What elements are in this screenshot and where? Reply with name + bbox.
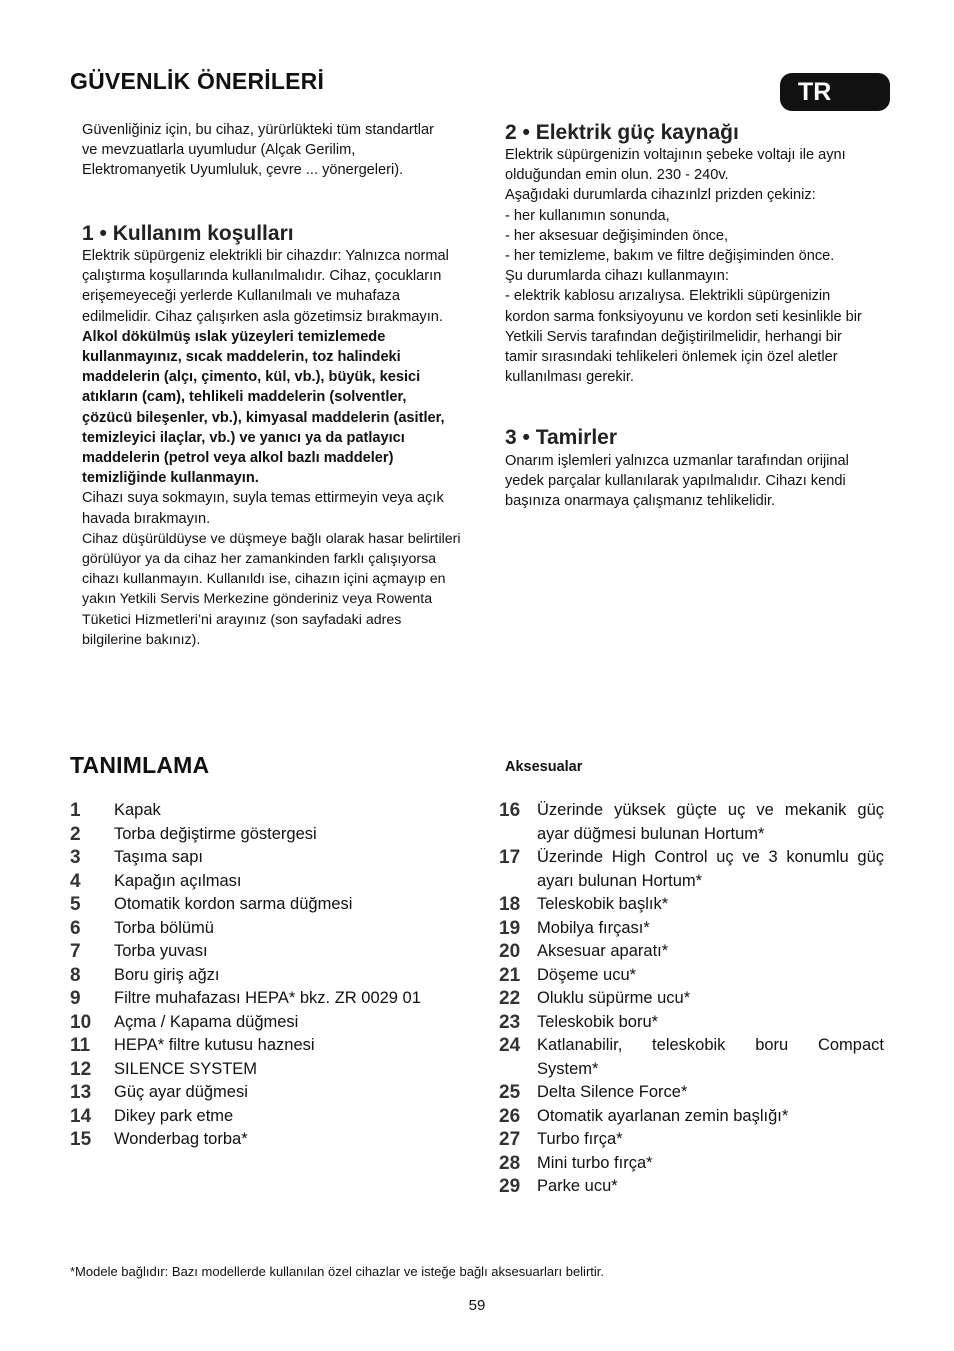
item-label-continued: System* [537, 1059, 599, 1078]
item-label: Döşeme ucu* [537, 965, 637, 984]
item-number: 15 [70, 1129, 92, 1150]
list-item [499, 987, 884, 1011]
item-label: Otomatik ayarlanan zemin başlığı* [537, 1106, 789, 1125]
list-item [499, 1105, 884, 1129]
list-item [499, 1175, 884, 1199]
item-label-continued: ayarı bulunan Hortum* [537, 871, 703, 890]
item-label: Kapak [114, 801, 161, 819]
item-number: 24 [499, 1035, 521, 1056]
list-item [499, 893, 884, 917]
list-item [499, 1152, 884, 1176]
list-item [70, 1034, 470, 1058]
item-number: 8 [70, 964, 81, 986]
item-number: 26 [499, 1105, 521, 1127]
item-number: 25 [499, 1082, 521, 1103]
item-label: Parke ucu* [537, 1177, 618, 1195]
subsection-title-usage: 1 • Kullanım koşulları [82, 222, 294, 245]
section-title-safety: GÜVENLİK ÖNERİLERİ [70, 68, 325, 94]
item-label: Wonderbag torba* [114, 1130, 248, 1148]
item-number: 11 [70, 1035, 91, 1056]
item-label: Güç ayar düğmesi [114, 1083, 248, 1101]
page-number: 59 [468, 1297, 486, 1314]
item-label: SILENCE SYSTEM [114, 1059, 258, 1078]
footnote: *Modele bağlıdır: Bazı modellerde kullanılan özel cihazlar ve isteğe bağlı aksesuarları belirtir. [70, 1264, 605, 1279]
item-number: 18 [499, 894, 521, 915]
item-number: 22 [499, 988, 521, 1009]
item-label: Teleskobik boru* [537, 1012, 659, 1031]
section-title-description: TANIMLAMA [70, 752, 210, 778]
list-item [70, 987, 470, 1011]
item-label: Torba bölümü [114, 918, 214, 937]
list-item [499, 846, 884, 893]
usage-paragraph: Elektrik süpürgeniz elektrikli bir cihazdır: Yalnızca normal çalıştırma koşullarında kullanılmalıdır. Cihaz, çocukların erişemeyeceği yerlerde Kullanılmalı ve muhafaza edilmelidir. Cihaz çalışırken asla gözetimsiz bırakmayın. [82, 248, 449, 325]
item-label-continued: ayar düğmesi bulunan Hortum* [537, 824, 765, 843]
list-item [70, 823, 470, 847]
item-label: Oluklu süpürme ucu* [537, 989, 691, 1007]
item-number: 19 [499, 917, 521, 939]
list-item [499, 917, 884, 941]
item-label: Boru giriş ağzı [114, 965, 220, 984]
language-badge: TR [780, 73, 890, 111]
item-label: Otomatik kordon sarma düğmesi [114, 895, 353, 913]
list-item [70, 1011, 470, 1035]
item-label: Üzerinde yüksek güçte uç ve mekanik güç [537, 801, 884, 819]
item-number: 3 [70, 847, 81, 868]
item-number: 14 [70, 1105, 92, 1127]
item-label: Üzerinde High Control uç ve 3 konumlu güç [537, 848, 884, 866]
item-label: Açma / Kapama düğmesi [114, 1012, 299, 1031]
item-number: 7 [70, 941, 81, 962]
damage-warning: Cihaz düşürüldüyse ve düşmeye bağlı olarak hasar belirtileri görülüyor ya da cihaz her zamankinden farklı çalışıyorsa cihazı kullanmayın. Kullanıldı ise, cihazın içini açmayıp en yakın Yetkili Servis Merkezine gönderiniz veya Rowenta Tüketici Hizmetleri’ni arayınız (son sayfadaki adres bilgilerine bakınız). [82, 530, 461, 648]
item-label: Mobilya fırçası* [537, 918, 650, 937]
power-supply-text: Elektrik süpürgenizin voltajının şebeke voltajı ile aynı olduğundan emin olun. 230 - 240v. Aşağıdaki durumlarda cihazınlzl prizden çekiniz: - her kullanımın sonunda, - her aksesuar değişiminden önce, - her temizleme, bakım ve filtre değişiminden önce. Şu durumlarda cihazı kullanmayın: - elektrik kablosu arızalıysa. Elektrikli süpürgenizin kordon sarma fonksiyoyunu ve kordon seti kesinlikle bir Yetkili Servis tarafından değiştirilmelidir, herhangi bir tamir sırasındaki tehlikeleri önlemek için özel aletler kullanılması gerekir. [505, 147, 862, 386]
item-label: Katlanabilir, teleskobik boru Compact [537, 1036, 884, 1054]
list-item [70, 1128, 470, 1152]
item-label: HEPA* filtre kutusu haznesi [114, 1036, 315, 1054]
item-number: 29 [499, 1176, 521, 1197]
list-item [70, 940, 470, 964]
list-item [499, 1011, 884, 1035]
item-number: 2 [70, 823, 81, 845]
item-number: 10 [70, 1011, 92, 1033]
usage-conditions-block [82, 246, 460, 650]
item-number: 17 [499, 847, 521, 868]
item-label: Kapağın açılması [114, 871, 242, 890]
subsection-title-power: 2 • Elektrik güç kaynağı [505, 121, 739, 144]
usage-warning-bold: Alkol dökülmüş ıslak yüzeyleri temizlemede kullanmayınız, sıcak maddelerin, toz halindeki maddelerin (alçı, çimento, kül, vb.), büyük, kesici atıkların (cam), tehlikeli maddelerin (solventler, çözücü bileşenler, vb.), kimyasal maddelerin (asitler, temizleyici ilaçlar, vb.) ve yanıcı ya da patlayıcı maddelerin (petrol veya alkol bazlı maddeler) temizliğinde kullanmayın. [82, 328, 445, 487]
item-label: Torba değiştirme göstergesi [114, 824, 317, 843]
item-number: 28 [499, 1152, 521, 1174]
list-item [70, 1105, 470, 1129]
item-number: 5 [70, 894, 81, 915]
item-number: 21 [499, 964, 521, 986]
item-label: Aksesuar aparatı* [537, 942, 669, 960]
item-number: 1 [70, 800, 81, 821]
list-item [70, 917, 470, 941]
item-label: Torba yuvası [114, 942, 208, 960]
item-label: Teleskobik başlık* [537, 895, 669, 913]
repairs-text: Onarım işlemleri yalnızca uzmanlar tarafından orijinal yedek parçalar kullanılarak yapılmalıdır. Cihazı kendi başınıza onarmaya çalışmanız tehlikelidir. [505, 453, 849, 510]
list-item [499, 799, 884, 846]
accessories-list [499, 799, 884, 1199]
item-label: Taşıma sapı [114, 848, 203, 866]
list-item [70, 1058, 470, 1082]
list-item [70, 964, 470, 988]
safety-intro: Güvenliğiniz için, bu cihaz, yürürlükteki tüm standartlar ve mevzuatlarla uyumludur (Alçak Gerilim, Elektromanyetik Uyumluluk, çevre ... yönergeleri). [82, 122, 435, 179]
list-item [499, 1128, 884, 1152]
item-label: Mini turbo fırça* [537, 1153, 653, 1172]
list-item [499, 1034, 884, 1081]
item-number: 23 [499, 1011, 521, 1033]
list-item [70, 1081, 470, 1105]
list-item [70, 893, 470, 917]
list-item [499, 964, 884, 988]
item-number: 27 [499, 1129, 521, 1150]
item-number: 4 [70, 870, 81, 892]
item-label: Dikey park etme [114, 1106, 234, 1125]
item-number: 12 [70, 1058, 92, 1080]
list-item [70, 870, 470, 894]
water-warning: Cihazı suya sokmayın, suyla temas ettirmeyin veya açık havada bırakmayın. [82, 490, 444, 527]
list-item [499, 940, 884, 964]
item-number: 9 [70, 988, 81, 1009]
list-item [70, 846, 470, 870]
item-number: 16 [499, 800, 521, 821]
subsection-title-repairs: 3 • Tamirler [505, 426, 618, 449]
item-number: 6 [70, 917, 81, 939]
list-item [499, 1081, 884, 1105]
item-number: 13 [70, 1082, 92, 1103]
item-label: Turbo fırça* [537, 1130, 623, 1148]
accessories-heading: Aksesualar [505, 759, 583, 775]
list-item [70, 799, 470, 823]
item-label: Delta Silence Force* [537, 1083, 688, 1101]
item-label: Filtre muhafazası HEPA* bkz. ZR 0029 01 [114, 989, 421, 1007]
parts-list [70, 799, 470, 1152]
item-number: 20 [499, 941, 521, 962]
